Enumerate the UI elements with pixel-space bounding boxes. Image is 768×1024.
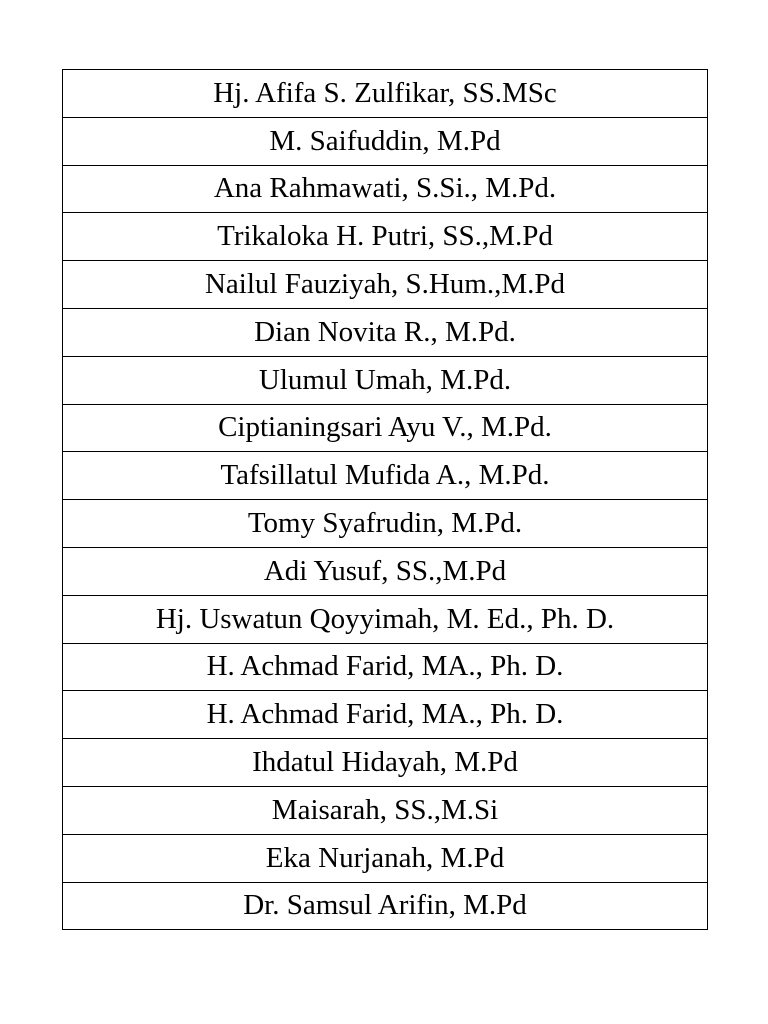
- name-cell: Ihdatul Hidayah, M.Pd: [63, 739, 708, 787]
- table-row: [63, 643, 708, 691]
- table-row: [63, 452, 708, 500]
- table-row: [63, 739, 708, 787]
- table-row: [63, 834, 708, 882]
- name-cell: Tomy Syafrudin, M.Pd.: [63, 500, 708, 548]
- name-cell: Nailul Fauziyah, S.Hum.,M.Pd: [63, 261, 708, 309]
- table-row: [63, 261, 708, 309]
- names-table: [62, 69, 708, 930]
- table-row: [63, 70, 708, 118]
- name-cell: Maisarah, SS.,M.Si: [63, 786, 708, 834]
- table-row: [63, 500, 708, 548]
- name-cell: Ulumul Umah, M.Pd.: [63, 356, 708, 404]
- name-cell: H. Achmad Farid, MA., Ph. D.: [63, 691, 708, 739]
- table-row: [63, 165, 708, 213]
- name-cell: Hj. Afifa S. Zulfikar, SS.MSc: [63, 70, 708, 118]
- name-cell: Ana Rahmawati, S.Si., M.Pd.: [63, 165, 708, 213]
- table-row: [63, 356, 708, 404]
- table-row: [63, 882, 708, 930]
- name-cell: M. Saifuddin, M.Pd: [63, 117, 708, 165]
- name-cell: Adi Yusuf, SS.,M.Pd: [63, 547, 708, 595]
- table-row: [63, 117, 708, 165]
- name-cell: Ciptianingsari Ayu V., M.Pd.: [63, 404, 708, 452]
- table-row: [63, 547, 708, 595]
- name-cell: H. Achmad Farid, MA., Ph. D.: [63, 643, 708, 691]
- name-cell: Eka Nurjanah, M.Pd: [63, 834, 708, 882]
- name-cell: Hj. Uswatun Qoyyimah, M. Ed., Ph. D.: [63, 595, 708, 643]
- name-cell: Trikaloka H. Putri, SS.,M.Pd: [63, 213, 708, 261]
- name-cell: Dian Novita R., M.Pd.: [63, 308, 708, 356]
- table-row: [63, 404, 708, 452]
- table-row: [63, 308, 708, 356]
- table-row: [63, 786, 708, 834]
- table-row: [63, 691, 708, 739]
- name-cell: Tafsillatul Mufida A., M.Pd.: [63, 452, 708, 500]
- table-row: [63, 595, 708, 643]
- table-row: [63, 213, 708, 261]
- name-cell: Dr. Samsul Arifin, M.Pd: [63, 882, 708, 930]
